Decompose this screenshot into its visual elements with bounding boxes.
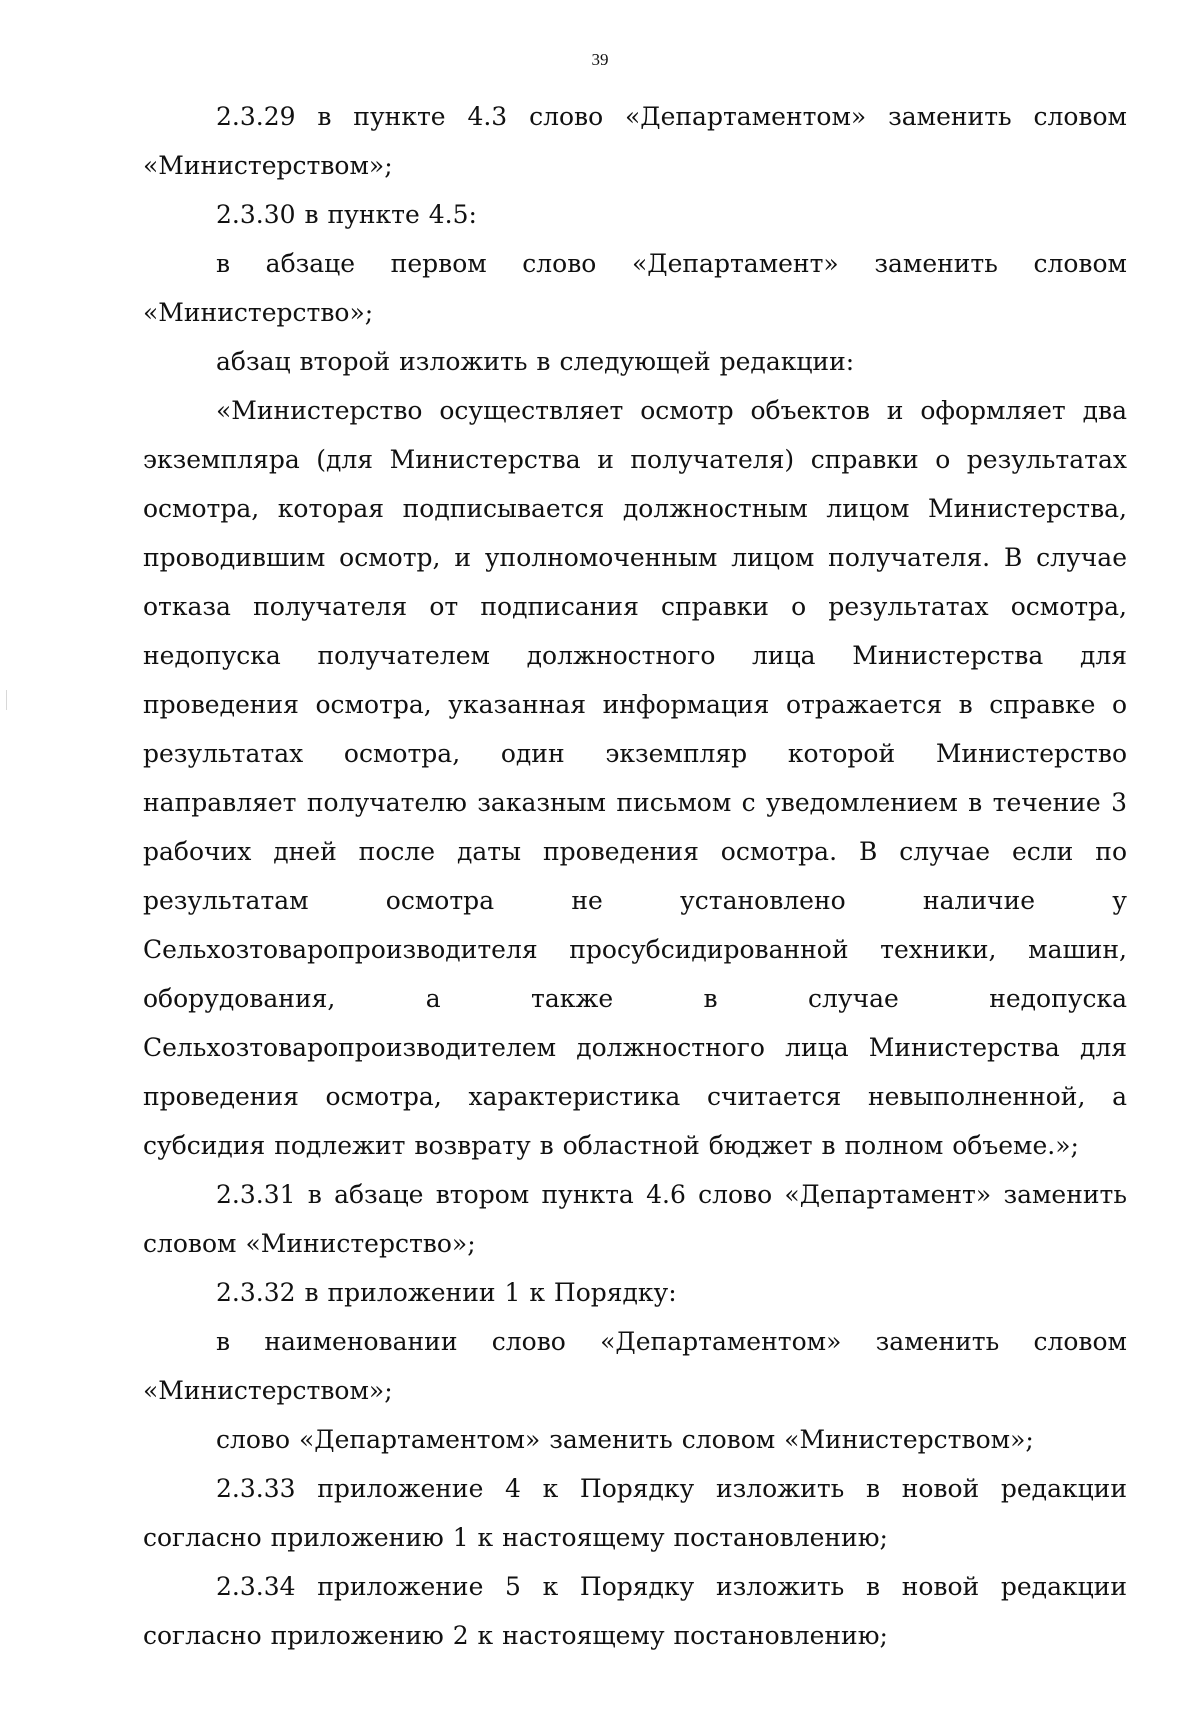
paragraph-2-3-31: 2.3.31 в абзаце втором пункта 4.6 слово «Департамент» заменить словом «Министерство»; xyxy=(143,1180,1127,1258)
page-number: 39 xyxy=(591,50,609,69)
paragraph-first-abzac-change: в абзаце первом слово «Департамент» заменить словом «Министерство»; xyxy=(143,249,1127,327)
scan-artifact-line xyxy=(6,690,7,710)
paragraph-second-abzac-heading: абзац второй изложить в следующей редакции: xyxy=(216,347,855,376)
paragraph-2-3-30: 2.3.30 в пункте 4.5: xyxy=(216,200,477,229)
paragraph-word-change: слово «Департаментом» заменить словом «Министерством»; xyxy=(216,1425,1034,1454)
paragraph-2-3-34: 2.3.34 приложение 5 к Порядку изложить в новой редакции согласно приложению 2 к настоящему постановлению; xyxy=(143,1572,1127,1650)
paragraph-2-3-29: 2.3.29 в пункте 4.3 слово «Департаментом» заменить словом «Министерством»; xyxy=(143,102,1127,180)
paragraph-2-3-33: 2.3.33 приложение 4 к Порядку изложить в новой редакции согласно приложению 1 к настоящему постановлению; xyxy=(143,1474,1127,1552)
paragraph-ministry-inspection-text: «Министерство осуществляет осмотр объектов и оформляет два экземпляра (для Министерства и получателя) справки о результатах осмотра, которая подписывается должностным лицом Министерства, проводившим осмотр, и уполномоченным лицом получателя. В случае отказа получателя от подписания справки о результатах осмотра, недопуска получателем должностного лица Министерства для проведения осмотра, указанная информация отражается в справке о результатах осмотра, один экземпляр которой Министерство направляет получателю заказным письмом с уведомлением в течение 3 рабочих дней после даты проведения осмотра. В случае если по результатам осмотра не установлено наличие у Сельхозтоваропроизводителя просубсидированной техники, машин, оборудования, а также в случае недопуска Сельхозтоваропроизводителем должностного лица Министерства для проведения осмотра, характеристика считается невыполненной, а субсидия подлежит возврату в областной бюджет в полном объеме.»; xyxy=(143,396,1127,1160)
paragraph-2-3-32: 2.3.32 в приложении 1 к Порядку: xyxy=(216,1278,677,1307)
document-body xyxy=(143,92,1127,1660)
paragraph-name-change: в наименовании слово «Департаментом» заменить словом «Министерством»; xyxy=(143,1327,1127,1405)
